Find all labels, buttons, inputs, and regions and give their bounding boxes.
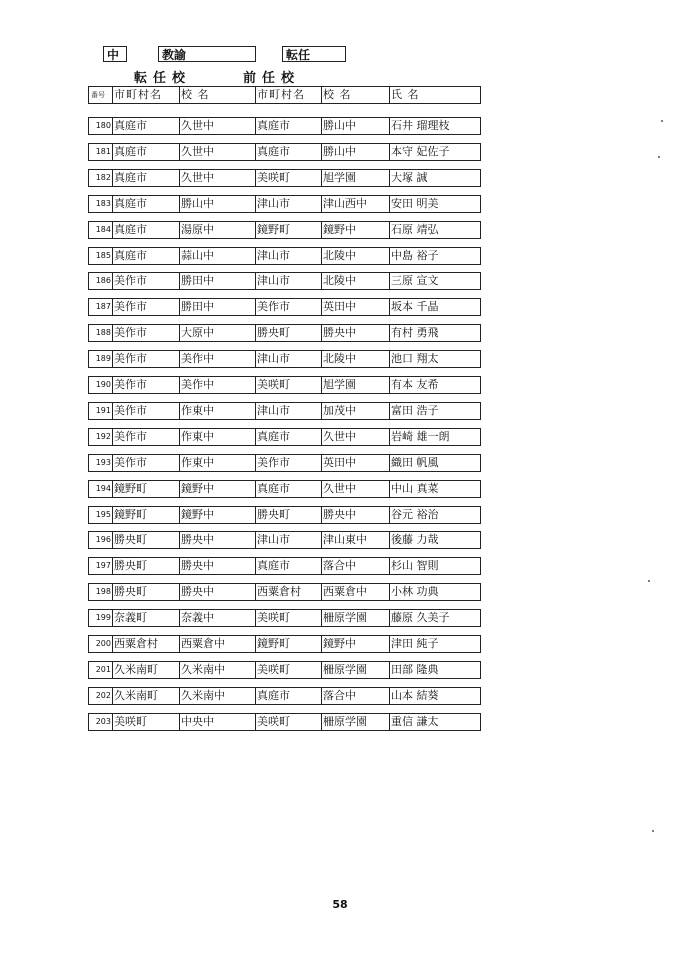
cell-city-prev: 勝央町 — [255, 507, 321, 523]
cell-name: 富田 浩子 — [389, 403, 480, 419]
cell-school-new: 作東中 — [179, 455, 255, 471]
cell-no: 196 — [95, 535, 111, 545]
table-row — [88, 247, 481, 265]
table-row — [88, 272, 481, 290]
cell-name: 岩崎 雄一朗 — [389, 429, 480, 445]
cell-city-prev: 真庭市 — [255, 688, 321, 704]
cell-no: 199 — [95, 613, 111, 623]
cell-school-prev: 鏡野中 — [321, 222, 389, 238]
cell-school-new: 鏡野中 — [179, 507, 255, 523]
cell-city-prev: 美咲町 — [255, 377, 321, 393]
cell-school-new: 奈義中 — [179, 610, 255, 626]
cell-school-new: 勝央中 — [179, 532, 255, 548]
cell-no: 180 — [95, 121, 111, 130]
cell-city-new: 美作市 — [112, 455, 179, 471]
cell-city-prev: 津山市 — [255, 532, 321, 548]
col-city-new: 市町村名 — [112, 87, 179, 103]
cell-name: 後藤 力哉 — [389, 532, 480, 548]
cell-no: 187 — [95, 302, 111, 312]
cell-city-prev: 美咲町 — [255, 610, 321, 626]
cell-name: 石井 瑠理枝 — [389, 118, 480, 134]
cell-name: 安田 明美 — [389, 196, 480, 212]
table-row — [88, 713, 481, 731]
scan-speck — [648, 580, 650, 582]
position-box: 教諭 — [158, 46, 256, 62]
cell-city-new: 勝央町 — [112, 532, 179, 548]
cell-city-prev: 津山市 — [255, 403, 321, 419]
cell-city-new: 西粟倉村 — [112, 636, 179, 652]
table-row — [88, 506, 481, 524]
cell-city-prev: 真庭市 — [255, 118, 321, 134]
cell-no: 194 — [95, 483, 111, 493]
cell-city-prev: 西粟倉村 — [255, 584, 321, 600]
cell-name: 津田 純子 — [389, 636, 480, 652]
cell-name: 有村 勇飛 — [389, 325, 480, 341]
cell-no: 195 — [95, 509, 111, 519]
cell-city-new: 美作市 — [112, 377, 179, 393]
cell-school-new: 勝山中 — [179, 196, 255, 212]
cell-city-new: 鏡野町 — [112, 481, 179, 497]
scan-speck — [658, 156, 660, 158]
cell-school-prev: 落合中 — [321, 688, 389, 704]
scan-speck — [661, 120, 663, 122]
cell-city-new: 奈義町 — [112, 610, 179, 626]
cell-school-new: 蒜山中 — [179, 248, 255, 264]
cell-city-new: 真庭市 — [112, 222, 179, 238]
cell-school-prev: 英田中 — [321, 455, 389, 471]
cell-name: 大塚 誠 — [389, 170, 480, 186]
transfer-type-box: 転任 — [282, 46, 346, 62]
cell-no: 203 — [95, 716, 111, 726]
cell-no: 192 — [95, 431, 111, 441]
cell-city-prev: 真庭市 — [255, 429, 321, 445]
cell-school-new: 勝央中 — [179, 584, 255, 600]
cell-school-new: 湯原中 — [179, 222, 255, 238]
cell-name: 小林 功典 — [389, 584, 480, 600]
cell-name: 谷元 裕治 — [389, 507, 480, 523]
cell-no: 197 — [95, 561, 111, 571]
cell-school-prev: 勝央中 — [321, 325, 389, 341]
cell-name: 田部 隆典 — [389, 662, 480, 678]
table-row — [88, 428, 481, 446]
col-name: 氏 名 — [389, 87, 480, 103]
cell-city-new: 勝央町 — [112, 558, 179, 574]
cell-no: 182 — [95, 172, 111, 182]
cell-school-prev: 津山西中 — [321, 196, 389, 212]
cell-name: 藤原 久美子 — [389, 610, 480, 626]
table-row — [88, 376, 481, 394]
cell-no: 200 — [95, 639, 111, 648]
cell-no: 189 — [95, 354, 111, 364]
cell-name: 重信 謙太 — [389, 714, 480, 730]
cell-school-prev: 柵原学園 — [321, 714, 389, 730]
cell-no: 188 — [95, 328, 111, 338]
page-number: 58 — [332, 898, 348, 911]
cell-city-prev: 勝央町 — [255, 325, 321, 341]
cell-school-new: 中央中 — [179, 714, 255, 730]
cell-city-prev: 津山市 — [255, 196, 321, 212]
table-row — [88, 195, 481, 213]
cell-school-new: 久世中 — [179, 170, 255, 186]
table-row — [88, 169, 481, 187]
new-school-label: 転任校 — [134, 71, 192, 86]
cell-school-new: 大原中 — [179, 325, 255, 341]
cell-city-new: 鏡野町 — [112, 507, 179, 523]
cell-school-new: 久米南中 — [179, 662, 255, 678]
cell-school-new: 勝央中 — [179, 558, 255, 574]
cell-school-prev: 旭学園 — [321, 377, 389, 393]
cell-no: 191 — [95, 405, 111, 415]
cell-school-prev: 久世中 — [321, 429, 389, 445]
cell-city-prev: 津山市 — [255, 273, 321, 289]
cell-city-new: 勝央町 — [112, 584, 179, 600]
cell-city-new: 美作市 — [112, 429, 179, 445]
cell-city-prev: 真庭市 — [255, 144, 321, 160]
cell-school-prev: 柵原学園 — [321, 610, 389, 626]
cell-school-new: 西粟倉中 — [179, 636, 255, 652]
cell-name: 杉山 智則 — [389, 558, 480, 574]
cell-school-prev: 英田中 — [321, 299, 389, 315]
cell-city-new: 美咲町 — [112, 714, 179, 730]
cell-city-prev: 美咲町 — [255, 662, 321, 678]
table-row — [88, 661, 481, 679]
cell-school-new: 勝田中 — [179, 273, 255, 289]
cell-city-new: 真庭市 — [112, 144, 179, 160]
scan-speck — [652, 830, 654, 832]
table-row — [88, 635, 481, 653]
cell-school-prev: 津山東中 — [321, 532, 389, 548]
cell-name: 有本 友希 — [389, 377, 480, 393]
cell-no: 184 — [95, 224, 111, 234]
table-row — [88, 557, 481, 575]
cell-name: 三原 宣文 — [389, 273, 480, 289]
cell-name: 坂本 千晶 — [389, 299, 480, 315]
cell-city-new: 真庭市 — [112, 248, 179, 264]
cell-city-prev: 真庭市 — [255, 481, 321, 497]
cell-no: 202 — [95, 690, 111, 700]
cell-city-prev: 美作市 — [255, 455, 321, 471]
cell-school-prev: 加茂中 — [321, 403, 389, 419]
previous-school-label: 前任校 — [243, 71, 301, 86]
cell-no: 190 — [95, 380, 111, 389]
col-school-prev: 校 名 — [321, 87, 389, 103]
table-row — [88, 583, 481, 601]
col-city-prev: 市町村名 — [255, 87, 321, 103]
cell-school-new: 久世中 — [179, 144, 255, 160]
cell-school-prev: 勝山中 — [321, 144, 389, 160]
table-row — [88, 350, 481, 368]
cell-name: 池口 翔太 — [389, 351, 480, 367]
table-row — [88, 324, 481, 342]
table-row — [88, 531, 481, 549]
cell-school-prev: 旭学園 — [321, 170, 389, 186]
cell-name: 織田 帆風 — [389, 455, 480, 471]
table-row — [88, 143, 481, 161]
cell-city-prev: 美咲町 — [255, 170, 321, 186]
cell-city-prev: 真庭市 — [255, 558, 321, 574]
table-row — [88, 117, 481, 135]
col-no: 番号 — [91, 91, 105, 99]
cell-city-new: 久米南町 — [112, 688, 179, 704]
cell-school-new: 勝田中 — [179, 299, 255, 315]
cell-city-new: 美作市 — [112, 403, 179, 419]
cell-school-new: 鏡野中 — [179, 481, 255, 497]
cell-no: 181 — [95, 146, 111, 156]
cell-school-prev: 北陵中 — [321, 273, 389, 289]
table-header — [88, 86, 481, 104]
table-row — [88, 454, 481, 472]
cell-school-prev: 鏡野中 — [321, 636, 389, 652]
cell-city-new: 美作市 — [112, 351, 179, 367]
cell-city-new: 久米南町 — [112, 662, 179, 678]
cell-city-new: 美作市 — [112, 299, 179, 315]
cell-city-new: 真庭市 — [112, 118, 179, 134]
level-box: 中 — [103, 46, 127, 62]
cell-city-prev: 鏡野町 — [255, 222, 321, 238]
cell-name: 山本 結葵 — [389, 688, 480, 704]
cell-name: 中山 真菜 — [389, 481, 480, 497]
table-row — [88, 609, 481, 627]
cell-no: 185 — [95, 250, 111, 260]
cell-school-prev: 北陵中 — [321, 248, 389, 264]
table-row — [88, 221, 481, 239]
cell-school-prev: 勝央中 — [321, 507, 389, 523]
cell-no: 183 — [95, 198, 111, 208]
cell-school-prev: 久世中 — [321, 481, 389, 497]
cell-school-prev: 勝山中 — [321, 118, 389, 134]
col-school-new: 校 名 — [179, 87, 255, 103]
cell-no: 198 — [95, 587, 111, 597]
table-row — [88, 298, 481, 316]
cell-city-new: 美作市 — [112, 325, 179, 341]
cell-no: 186 — [95, 276, 111, 286]
cell-name: 中島 裕子 — [389, 248, 480, 264]
cell-city-prev: 津山市 — [255, 248, 321, 264]
table-row — [88, 687, 481, 705]
cell-no: 201 — [95, 664, 111, 674]
table-row — [88, 480, 481, 498]
cell-city-new: 美作市 — [112, 273, 179, 289]
cell-city-prev: 津山市 — [255, 351, 321, 367]
cell-city-prev: 鏡野町 — [255, 636, 321, 652]
cell-school-new: 作東中 — [179, 429, 255, 445]
cell-school-prev: 西粟倉中 — [321, 584, 389, 600]
cell-name: 石原 靖弘 — [389, 222, 480, 238]
cell-school-prev: 北陵中 — [321, 351, 389, 367]
cell-city-new: 真庭市 — [112, 196, 179, 212]
cell-school-new: 久世中 — [179, 118, 255, 134]
cell-school-prev: 柵原学園 — [321, 662, 389, 678]
table-row — [88, 402, 481, 420]
cell-city-prev: 美咲町 — [255, 714, 321, 730]
cell-school-new: 美作中 — [179, 377, 255, 393]
cell-school-new: 作東中 — [179, 403, 255, 419]
cell-school-prev: 落合中 — [321, 558, 389, 574]
cell-city-prev: 美作市 — [255, 299, 321, 315]
cell-school-new: 久米南中 — [179, 688, 255, 704]
cell-school-new: 美作中 — [179, 351, 255, 367]
cell-name: 本守 妃佐子 — [389, 144, 480, 160]
cell-no: 193 — [95, 457, 111, 467]
cell-city-new: 真庭市 — [112, 170, 179, 186]
